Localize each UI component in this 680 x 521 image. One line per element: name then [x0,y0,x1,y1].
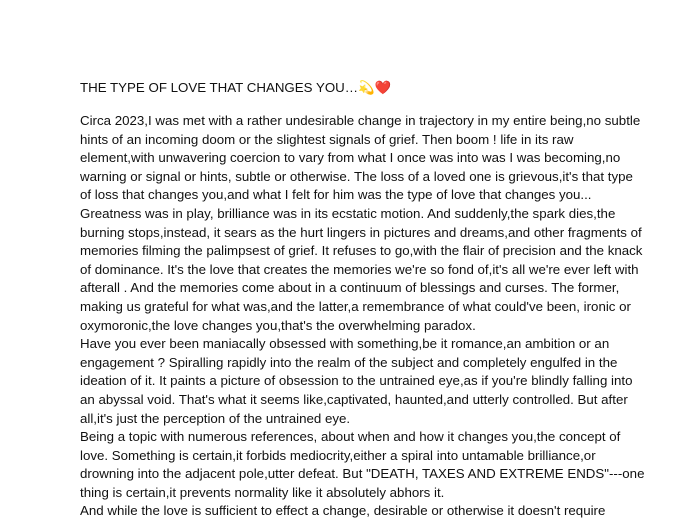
body-line: Greatness was in play, brilliance was in its ecstatic motion. And suddenly,the spark dies,the [80,205,616,221]
body-line: of dominance. It's the love that creates the memories we're so fond of,it's all we're ever left with [80,261,639,277]
body-line: hints of an incoming doom or the slightest signals of grief. Then boom ! life in its raw [80,131,574,147]
body-line: And while the love is sufficient to effect a change, desirable or otherwise it doesn't require [80,503,606,519]
title-text: THE TYPE OF LOVE THAT CHANGES YOU… [80,80,359,95]
body-line: element,with unwavering coercion to vary from what I once was into was I was becoming,no [80,150,621,166]
body-line: Being a topic with numerous references, about when and how it changes you,the concept of [80,429,621,445]
document-body [80,112,680,521]
body-line: drowning into the adjacent pole,utter defeat. But "DEATH, TAXES AND EXTREME ENDS"---one [80,466,645,482]
body-line: thing is certain,it prevents normality like it absolutely abhors it. [80,484,445,500]
body-line: oxymoronic,the love changes you,that's the overwhelming paradox. [80,317,476,333]
body-line: warning or signal or hints, subtle or otherwise. The loss of a loved one is grievous,it's that type [80,168,633,184]
body-line: making us grateful for what was,and the latter,a remembrance of what could've been, ironic or [80,298,631,314]
body-line: an abyssal void. That's what it seems like,captivated, haunted,and utterly controlled. But after [80,391,628,407]
dizzy-sparkle-icon: 💫 [358,80,375,95]
body-line: of loss that changes you,and what I felt for him was the type of love that changes you... [80,187,592,203]
body-line: burning stops,instead, it sears as the hurt lingers in pictures and dreams,and other fragments of [80,224,642,240]
body-line: engagement ? Spiralling rapidly into the realm of the subject and completely engulfed in the [80,354,618,370]
body-line: afterall . And the memories come about in a continuum of blessings and curses. The former, [80,280,620,296]
red-heart-icon: ❤️ [374,80,392,95]
body-line: ideation of it. It paints a picture of obsession to the untrained eye,as if you're blindly falling into [80,373,633,389]
body-line: love. Something is certain,it forbids mediocrity,either a spiral into untamable brilliance,or [80,447,596,463]
body-line: Circa 2023,I was met with a rather undesirable change in trajectory in my entire being,no subtle [80,113,641,128]
body-line: memories filming the palimpsest of grief. It refuses to go,with the flair of precision and the knack [80,243,643,259]
document-title [80,80,391,96]
body-line: all,it's just the perception of the untrained eye. [80,410,351,426]
body-line: Have you ever been maniacally obsessed with something,be it romance,an ambition or an [80,336,610,352]
